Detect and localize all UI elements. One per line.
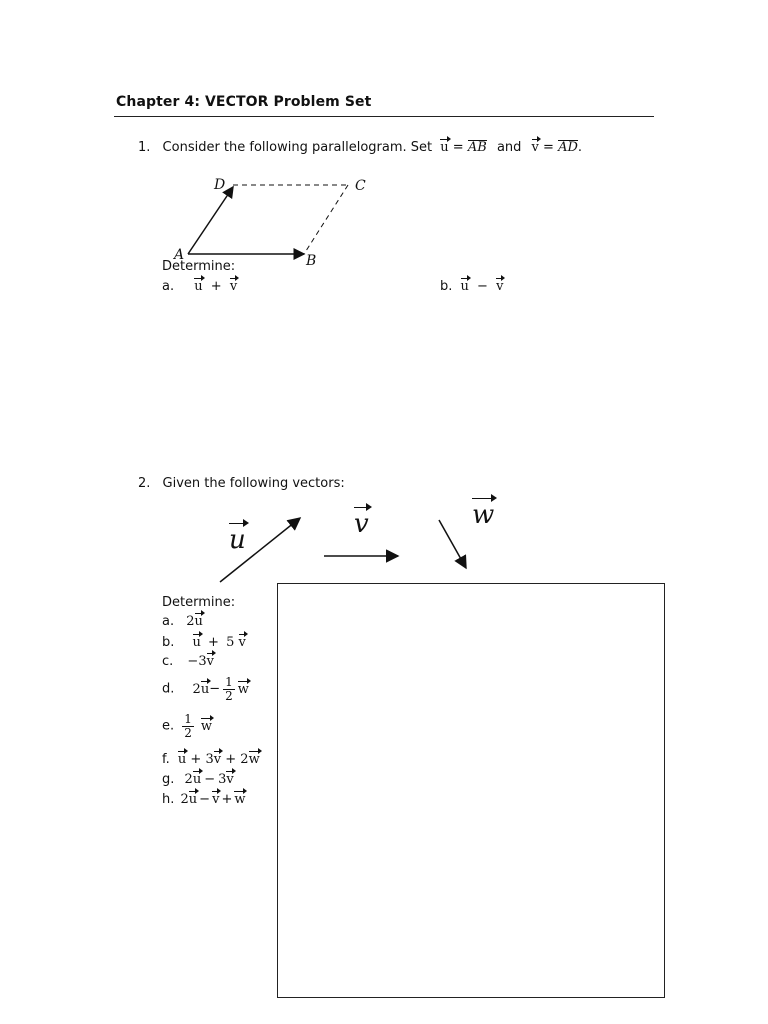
title-underline <box>114 116 654 117</box>
vector-v-symbol: v <box>212 792 220 807</box>
vector-AD-arrow <box>188 187 233 254</box>
problem-2-part-f <box>162 752 260 767</box>
given-vectors-figure <box>210 505 490 595</box>
segment-AB: AB <box>467 140 487 155</box>
and-word: and <box>496 140 522 155</box>
period: . <box>577 140 583 155</box>
fraction-one-half <box>223 676 235 702</box>
vector-w-symbol: w <box>234 792 246 807</box>
vector-v-symbol: v <box>213 752 222 767</box>
vector-u-symbol: u <box>192 635 201 650</box>
part-label: e. <box>162 718 175 734</box>
plus-sign: + <box>208 635 219 650</box>
problem-2-number: 2. <box>138 476 151 491</box>
minus-sign: − <box>477 279 488 294</box>
problem-1-text: Consider the following parallelogram. Set <box>162 140 433 155</box>
part-label: g. <box>162 772 175 787</box>
vector-u-label-text: u <box>229 525 246 555</box>
vector-v-symbol: v <box>496 279 504 294</box>
part-label: b. <box>162 635 175 650</box>
vector-u-symbol: u <box>460 279 469 294</box>
vector-u-symbol: u <box>194 614 203 629</box>
point-C-label: C <box>355 178 366 194</box>
problem-1-part-a <box>162 279 237 294</box>
part-label: d. <box>162 681 175 697</box>
problem-1-statement <box>138 140 582 155</box>
problem-2-part-c <box>162 654 214 669</box>
problem-2-statement <box>138 476 345 491</box>
vector-w-symbol: w <box>248 752 260 767</box>
vector-v-symbol: v <box>206 654 214 669</box>
plus-sign: + <box>225 752 237 767</box>
vector-v-symbol: v <box>238 635 246 650</box>
problem-2-part-g <box>162 772 234 787</box>
part-label: a. <box>162 279 175 294</box>
plus-sign: + <box>190 752 202 767</box>
vector-u-symbol: u <box>188 792 198 807</box>
denominator: 2 <box>184 725 192 740</box>
page-title: Chapter 4: VECTOR Problem Set <box>116 94 372 110</box>
numerator: 1 <box>225 675 233 689</box>
minus-sign: − <box>209 681 221 697</box>
dashed-side-CB <box>304 185 348 254</box>
vector-u-symbol: u <box>440 140 449 155</box>
part-label: f. <box>162 752 170 767</box>
denominator: 2 <box>225 688 233 703</box>
plus-sign: + <box>210 279 222 294</box>
coefficient: −3 <box>187 654 207 669</box>
plus-sign: + <box>221 792 233 807</box>
coefficient: 2 <box>192 681 201 697</box>
coefficient: 3 <box>205 752 214 767</box>
vector-w-label <box>472 500 494 530</box>
problem-2-part-e <box>162 713 212 739</box>
equals-sign: = <box>543 140 554 155</box>
coefficient: 2 <box>186 614 195 629</box>
coefficient: 2 <box>184 772 193 787</box>
vector-w-arrow <box>439 520 466 568</box>
problem-2-part-d <box>162 676 249 702</box>
vector-w-symbol: w <box>237 681 249 697</box>
part-label: h. <box>162 792 175 807</box>
part-label: c. <box>162 654 174 669</box>
coefficient: 3 <box>218 772 227 787</box>
problem-2-part-b <box>162 635 246 650</box>
fraction-one-half <box>182 713 194 739</box>
problem-2-determine: Determine: <box>162 595 236 610</box>
problem-2-text: Given the following vectors: <box>162 476 345 491</box>
vector-u-symbol: u <box>200 681 210 697</box>
vector-u-symbol: u <box>192 772 202 787</box>
vector-u-symbol: u <box>194 279 203 294</box>
coefficient: 5 <box>226 635 235 650</box>
part-label: b. <box>440 279 453 294</box>
vector-v-symbol: v <box>226 772 234 787</box>
segment-AD: AD <box>558 140 578 155</box>
problem-1-part-b <box>440 279 503 294</box>
point-D-label: D <box>214 177 226 193</box>
coefficient: 2 <box>240 752 249 767</box>
vector-v-symbol: v <box>531 140 539 155</box>
vector-u-label <box>229 525 246 555</box>
problem-2-part-a <box>162 614 203 629</box>
part-label: a. <box>162 614 175 629</box>
coefficient: 2 <box>180 792 189 807</box>
point-A-label: A <box>174 247 185 263</box>
vector-u-symbol: u <box>177 752 187 767</box>
vector-w-label-text: w <box>472 500 495 530</box>
vector-w-symbol: w <box>200 718 213 734</box>
vector-v-label-text: v <box>354 509 369 539</box>
problem-1-determine: Determine: <box>162 259 236 274</box>
point-B-label: B <box>306 253 317 269</box>
answer-box <box>277 583 665 998</box>
minus-sign: − <box>199 792 211 807</box>
vector-v-symbol: v <box>229 279 238 294</box>
vector-v-label <box>354 509 369 539</box>
problem-2-part-h <box>162 792 245 807</box>
problem-1-number: 1. <box>138 140 151 155</box>
minus-sign: − <box>204 772 216 787</box>
equals-sign: = <box>452 140 464 155</box>
numerator: 1 <box>184 712 192 726</box>
